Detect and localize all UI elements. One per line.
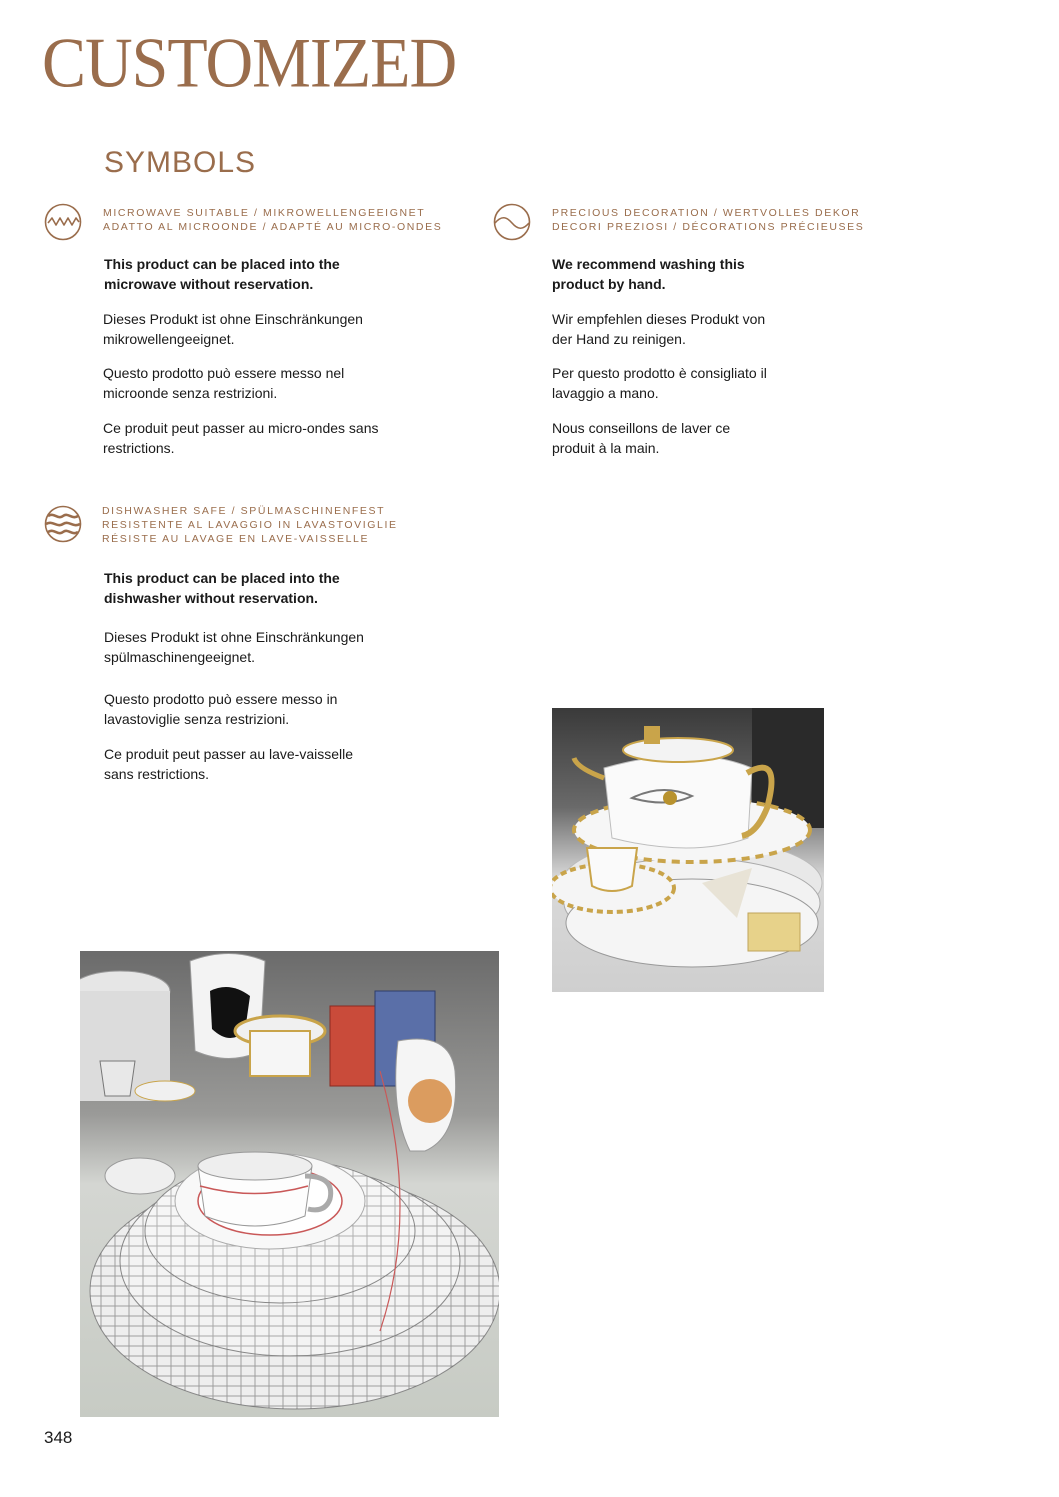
dishwasher-italian: Questo prodotto può essere messo in lavastoviglie senza restrizioni. — [104, 691, 338, 727]
microwave-heading — [103, 206, 442, 234]
precious-decoration-icon — [493, 203, 531, 241]
heading-line: ADATTO AL MICROONDE / ADAPTÉ AU MICRO-ONDES — [103, 221, 443, 233]
precious-italian: Per questo prodotto è consigliato il lavaggio a mano. — [552, 365, 767, 401]
dishwasher-english: This product can be placed into the dishwasher without reservation. — [104, 570, 340, 606]
microwave-german: Dieses Produkt ist ohne Einschränkungen mikrowellengeeignet. — [103, 311, 363, 347]
heading-line: RÉSISTE AU LAVAGE EN LAVE-VAISSELLE — [102, 533, 370, 545]
heading-line: DISHWASHER SAFE / SPÜLMASCHINENFEST — [102, 505, 386, 517]
heading-line: PRECIOUS DECORATION / WERTVOLLES DEKOR — [552, 207, 861, 219]
page-number: 348 — [44, 1428, 73, 1447]
precious-german: Wir empfehlen dieses Produkt von der Hand zu reinigen. — [552, 311, 766, 347]
dishwasher-french: Ce produit peut passer au lave-vaisselle sans restrictions. — [104, 746, 354, 782]
microwave-wave-icon — [44, 203, 82, 241]
precious-english: We recommend washing this product by hand. — [552, 256, 745, 292]
heading-line: MICROWAVE SUITABLE / MIKROWELLENGEEIGNET — [103, 207, 426, 219]
dishwasher-waves-icon — [44, 505, 82, 543]
heading-line: DECORI PREZIOSI / DÉCORATIONS PRÉCIEUSES — [552, 221, 865, 233]
dishwasher-heading — [102, 504, 398, 546]
microwave-english: This product can be placed into the microwave without reservation. — [104, 256, 340, 292]
section-title: SYMBOLS — [104, 146, 257, 179]
precious-heading — [552, 206, 864, 234]
photo-tableware-collection — [80, 951, 499, 1417]
dishwasher-german: Dieses Produkt ist ohne Einschränkungen spülmaschinengeeignet. — [104, 629, 364, 665]
photo-gold-teaset — [552, 708, 824, 992]
microwave-italian: Questo prodotto può essere messo nel microonde senza restrizioni. — [103, 365, 345, 401]
precious-french: Nous conseillons de laver ce produit à la main. — [552, 420, 731, 456]
microwave-french: Ce produit peut passer au micro-ondes sans restrictions. — [103, 420, 379, 456]
heading-line: RESISTENTE AL LAVAGGIO IN LAVASTOVIGLIE — [102, 519, 398, 531]
brand-title: CUSTOMIZED — [42, 23, 457, 103]
